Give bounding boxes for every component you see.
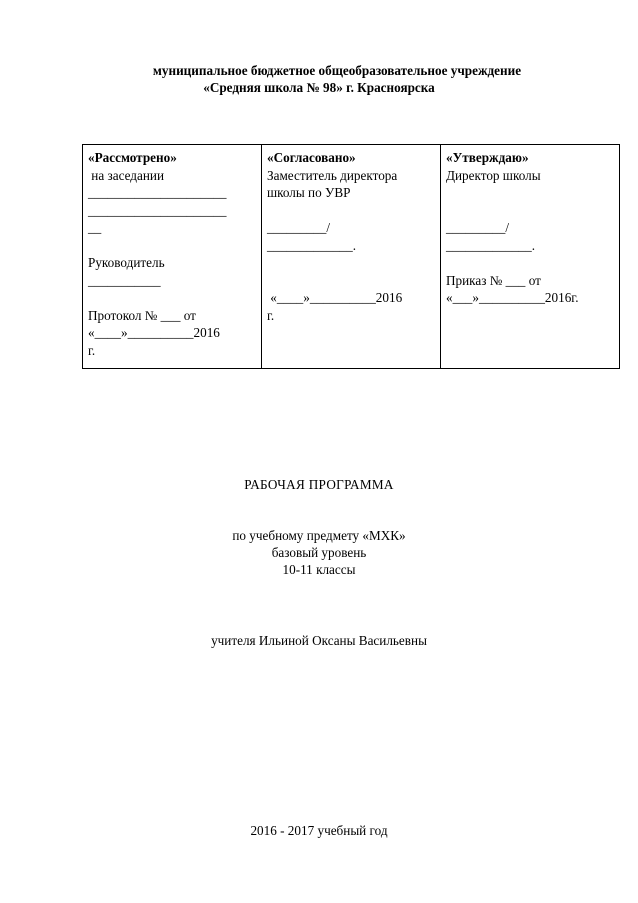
- spacer: [446, 202, 615, 220]
- considered-blank-1: _____________________: [88, 185, 227, 200]
- approved-position: Директор школы: [446, 167, 541, 183]
- considered-meeting: на заседании: [88, 167, 164, 183]
- header-line-1: муниципальное бюджетное общеобразовательное учреждение: [152, 63, 522, 78]
- considered-cell: [83, 145, 262, 369]
- teacher-line: учителя Ильиной Оксаны Васильевны: [211, 633, 427, 648]
- document-title: РАБОЧАЯ ПРОГРАММА: [244, 477, 394, 492]
- spacer: [267, 272, 436, 290]
- spacer: [267, 254, 436, 272]
- approved-title: «Утверждаю»: [446, 150, 529, 165]
- approved-date: «___»__________2016г.: [446, 290, 579, 305]
- grades-line: 10-11 классы: [282, 562, 356, 577]
- approved-signature: _________/: [446, 220, 510, 235]
- header-line-2: «Средняя школа № 98» г. Красноярска: [203, 80, 435, 95]
- considered-head-blank: ___________: [88, 272, 161, 288]
- considered-year-suffix: г.: [88, 342, 96, 358]
- agreed-cell: [262, 145, 441, 369]
- agreed-year-suffix: г.: [267, 307, 275, 323]
- spacer: [267, 202, 436, 220]
- agreed-position-2: школы по УВР: [267, 185, 351, 200]
- agreed-title: «Согласовано»: [267, 150, 356, 165]
- considered-head-label: Руководитель: [88, 255, 165, 270]
- spacer: [446, 184, 615, 202]
- considered-blank-2: _____________________: [88, 202, 227, 218]
- approved-name: _____________.: [446, 237, 536, 253]
- approved-order: Приказ № ___ от: [446, 272, 541, 288]
- considered-protocol: Протокол № ___ от: [88, 307, 196, 323]
- approval-table: [82, 144, 620, 369]
- subject-line: по учебному предмету «МХК»: [232, 528, 406, 543]
- agreed-position-1: Заместитель директора: [267, 167, 398, 183]
- level-line: базовый уровень: [271, 545, 367, 560]
- approval-row: [83, 145, 620, 369]
- spacer: [446, 254, 615, 272]
- approved-cell: [441, 145, 620, 369]
- academic-year: 2016 - 2017 учебный год: [250, 823, 388, 838]
- considered-blank-3: __: [88, 220, 102, 235]
- agreed-date: «____»__________2016: [267, 290, 403, 305]
- agreed-signature: _________/: [267, 220, 331, 235]
- subject-block: [0, 527, 638, 578]
- agreed-name: _____________.: [267, 237, 357, 253]
- considered-date: «____»__________2016: [88, 325, 220, 340]
- school-header: [0, 62, 638, 96]
- considered-title: «Рассмотрено»: [88, 150, 177, 165]
- spacer: [88, 289, 257, 307]
- spacer: [88, 237, 257, 255]
